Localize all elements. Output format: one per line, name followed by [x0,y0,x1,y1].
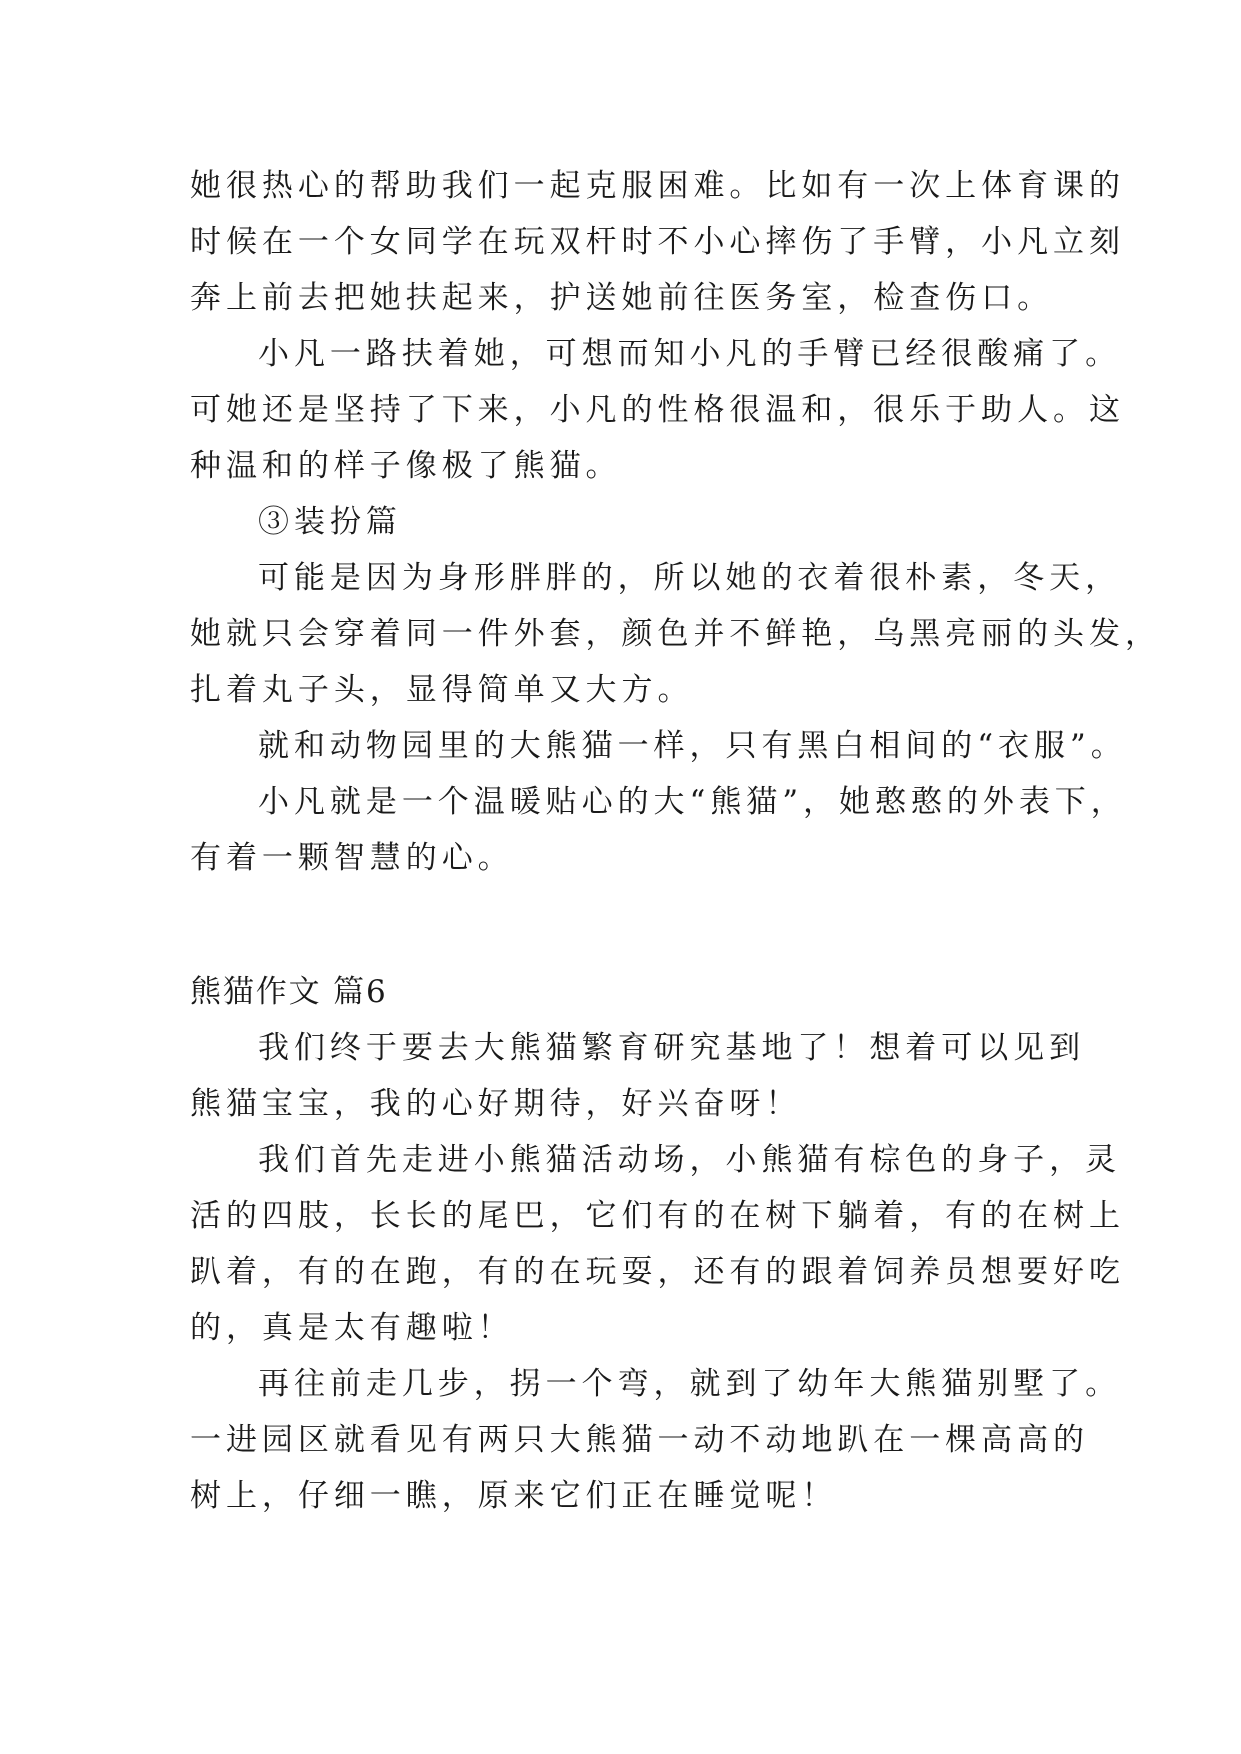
text-line: 她就只会穿着同一件外套，颜色并不鲜艳，乌黑亮丽的头发， [190,616,1161,652]
section-heading: ③装扮篇 [258,504,402,540]
text-line: 就和动物园里的大熊猫一样，只有黑白相间的“衣服”。 [258,728,1127,764]
text-line: 熊猫宝宝，我的心好期待，好兴奋呀！ [190,1086,802,1122]
text-line: 再往前走几步，拐一个弯，就到了幼年大熊猫别墅了。 [258,1366,1122,1402]
text-line: 种温和的样子像极了熊猫。 [190,448,622,484]
text-line: 小凡就是一个温暖贴心的大“熊猫”，她憨憨的外表下， [258,784,1127,820]
text-line: 活的四肢，长长的尾巴，它们有的在树下躺着，有的在树上 [190,1198,1125,1234]
text-line: 她很热心的帮助我们一起克服困难。比如有一次上体育课的 [190,168,1125,204]
text-line: 树上，仔细一瞧，原来它们正在睡觉呢！ [190,1478,838,1514]
text-line: 奔上前去把她扶起来，护送她前往医务室，检查伤口。 [190,280,1054,316]
text-line: 可她还是坚持了下来，小凡的性格很温和，很乐于助人。这 [190,392,1125,428]
text-line: 一进园区就看见有两只大熊猫一动不动地趴在一棵高高的 [190,1422,1089,1458]
text-line: 小凡一路扶着她，可想而知小凡的手臂已经很酸痛了。 [258,336,1122,372]
text-line: 我们终于要去大熊猫繁育研究基地了！想着可以见到 [258,1030,1086,1066]
text-line: 扎着丸子头，显得简单又大方。 [190,672,694,708]
text-line: 可能是因为身形胖胖的，所以她的衣着很朴素，冬天， [258,560,1122,596]
essay-title: 熊猫作文 篇6 [190,974,388,1010]
text-line: 的，真是太有趣啦！ [190,1310,514,1346]
text-line: 时候在一个女同学在玩双杆时不小心摔伤了手臂，小凡立刻 [190,224,1125,260]
text-line: 有着一颗智慧的心。 [190,840,514,876]
text-line: 我们首先走进小熊猫活动场，小熊猫有棕色的身子，灵 [258,1142,1122,1178]
text-line: 趴着，有的在跑，有的在玩耍，还有的跟着饲养员想要好吃 [190,1254,1125,1290]
